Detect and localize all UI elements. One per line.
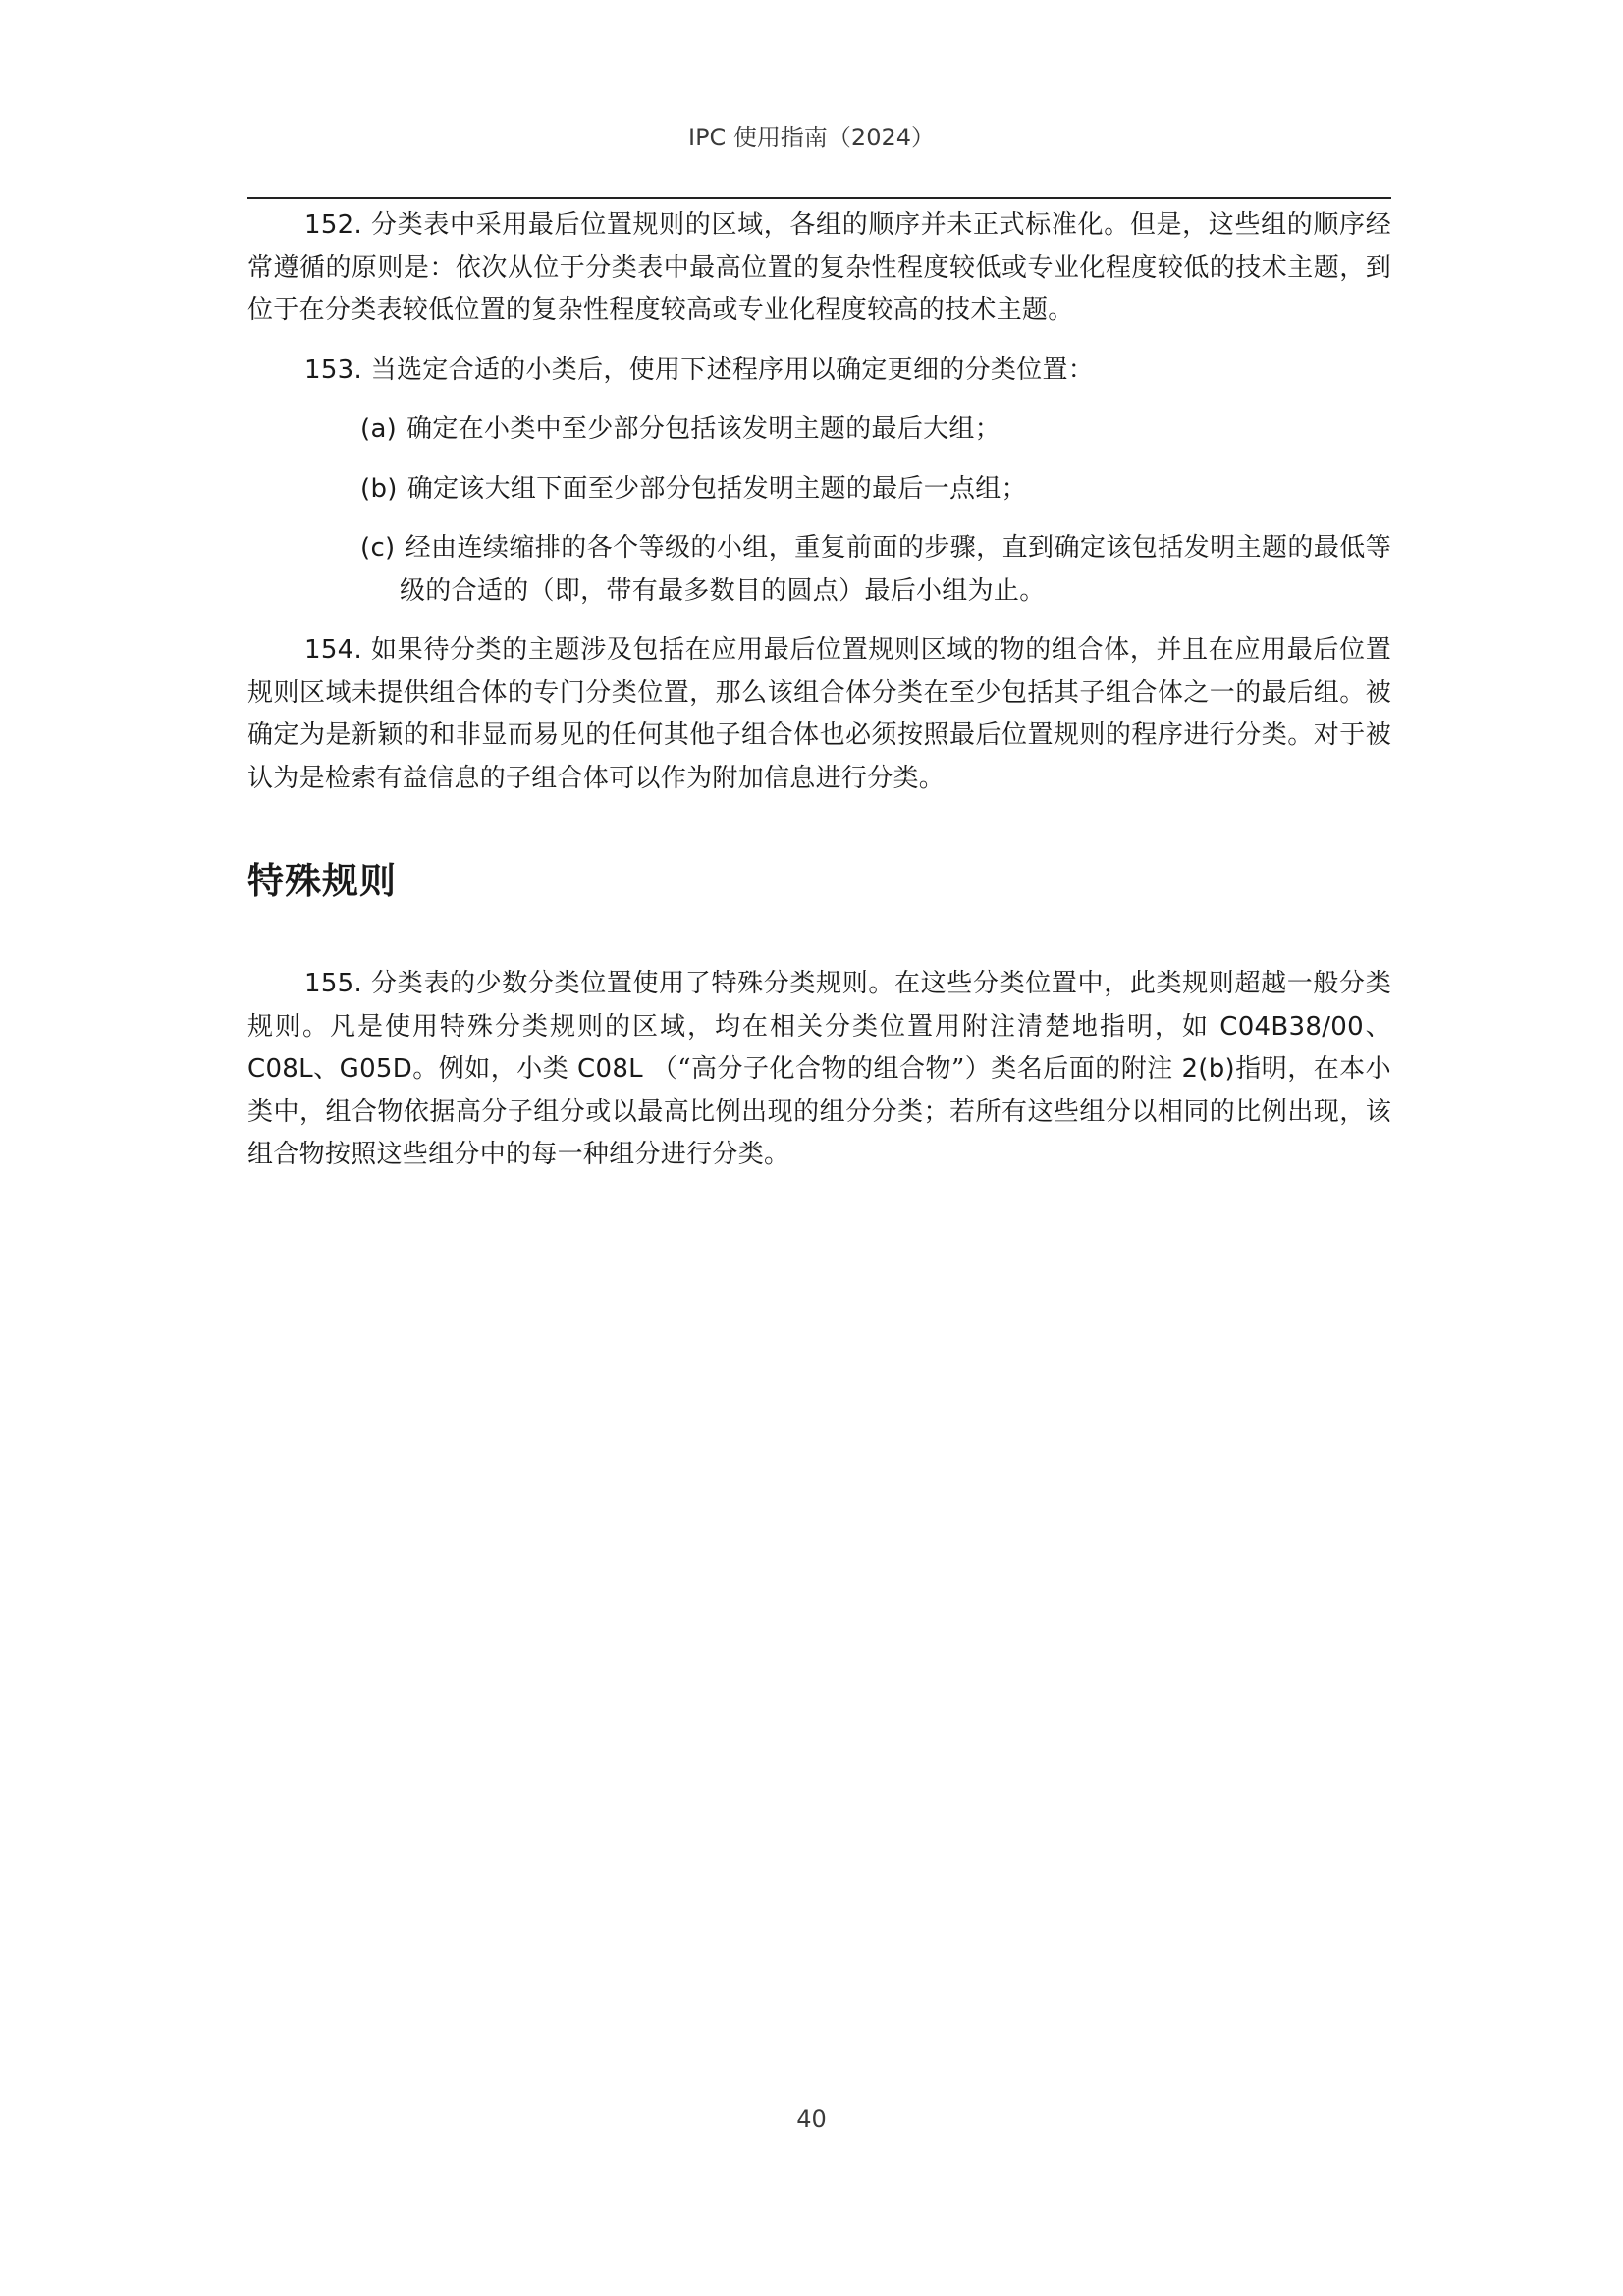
header-rule <box>247 197 1391 199</box>
paragraph-text: 当选定合适的小类后，使用下述程序用以确定更细的分类位置： <box>370 354 1095 385</box>
paragraph-155 <box>247 963 1391 1177</box>
separator: 、 <box>1363 1011 1391 1041</box>
ipc-code: C08L <box>577 1054 643 1084</box>
paragraph-text: 如果待分类的主题涉及包括在应用最后位置规则区域的物的组合体，并且在应用最后位置规则区域未提供组合体的专门分类位置，那么该组合体分类在至少包括其子组合体之一的最后组。被确定为是新颖的和非显而易见的任何其他子组合体也必须按照最后位置规则的程序进行分类。对于被认为是检索有益信息的子组合体可以作为附加信息进行分类。 <box>247 635 1391 793</box>
paragraph-text: 分类表的少数分类位置使用了特殊分类规则。在这些分类位置中，此类规则超越一般分类规则。凡是使用特殊分类规则的区域，均在相关分类位置用附注清楚地指明，如 <box>247 969 1391 1041</box>
paragraph-154 <box>247 629 1391 800</box>
note-reference: 2(b) <box>1181 1054 1236 1084</box>
ipc-code: G05D <box>339 1054 413 1084</box>
step-marker: (a) <box>360 414 398 444</box>
paragraph-text: 。例如，小类 <box>412 1054 569 1084</box>
step-a <box>247 408 1391 452</box>
step-marker: (c) <box>360 533 396 562</box>
step-text: 确定该大组下面至少部分包括发明主题的最后一点组； <box>406 473 1027 504</box>
page-body <box>247 204 1391 1177</box>
step-b <box>247 468 1391 511</box>
running-header: IPC 使用指南（2024） <box>687 124 935 151</box>
step-text: 确定在小类中至少部分包括该发明主题的最后大组； <box>406 414 1001 444</box>
ipc-code: C04B38/00 <box>1219 1011 1364 1041</box>
paragraph-text: 指明，在本小类中，组合物依据高分子组分或以最高比例出现的组分分类；若所有这些组分以相同的比例出现，该组合物按照这些组分中的每一种组分进行分类。 <box>247 1054 1391 1169</box>
separator: 、 <box>312 1054 340 1084</box>
procedure-steps <box>247 408 1391 613</box>
step-c <box>247 527 1391 613</box>
paragraph-text: 分类表中采用最后位置规则的区域，各组的顺序并未正式标准化。但是，这些组的顺序经常遵循的原则是：依次从位于分类表中最高位置的复杂性程度较低或专业化程度较低的技术主题，到位于在分类表较低位置的复杂性程度较高或专业化程度较高的技术主题。 <box>247 210 1391 325</box>
step-marker: (b) <box>360 473 398 504</box>
ipc-code: C08L <box>247 1054 313 1084</box>
paragraph-text: （“高分子化合物的组合物”）类名后面的附注 <box>651 1054 1173 1084</box>
step-text: 经由连续缩排的各个等级的小组，重复前面的步骤，直到确定该包括发明主题的最低等级的合适的（即，带有最多数目的圆点）最后小组为止。 <box>400 533 1391 606</box>
paragraph-number: 153. <box>304 354 363 385</box>
section-heading: 特殊规则 <box>247 860 397 902</box>
paragraph-number: 152. <box>304 210 363 240</box>
paragraph-152 <box>247 204 1391 333</box>
paragraph-153 <box>247 349 1391 393</box>
paragraph-number: 155. <box>304 969 363 998</box>
page-number: 40 <box>796 2106 827 2133</box>
paragraph-number: 154. <box>304 635 363 665</box>
